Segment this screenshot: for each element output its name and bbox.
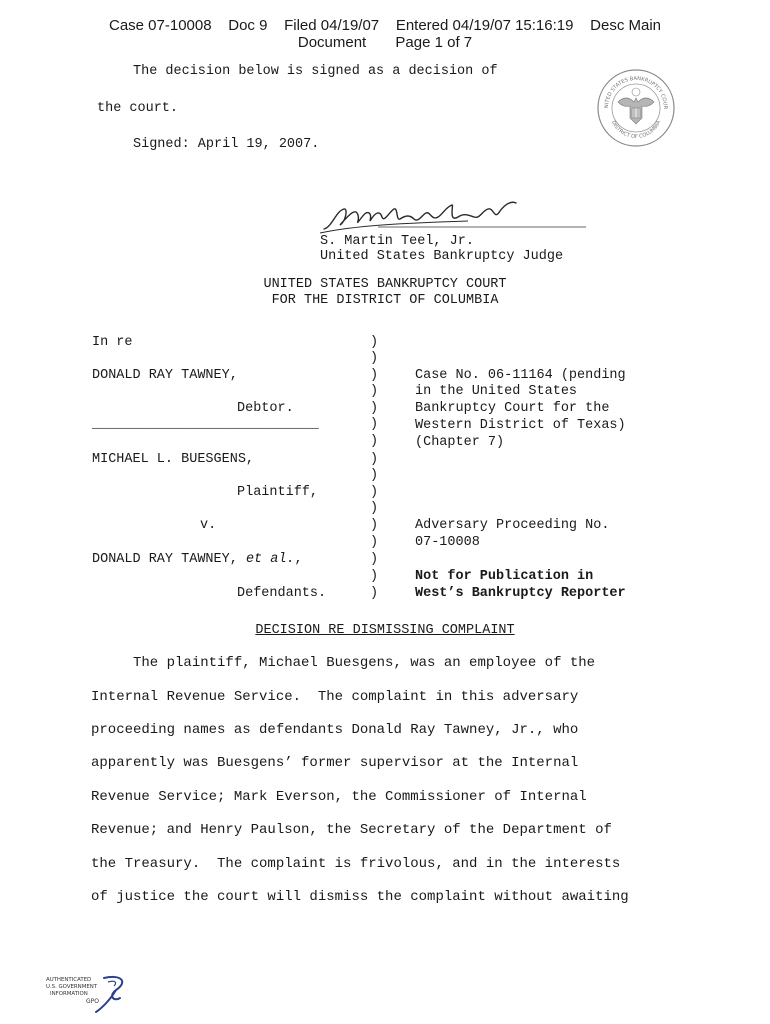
caption-plaintiff-name: MICHAEL L. BUESGENS, — [92, 452, 255, 467]
case-number-line: Western District of Texas) — [415, 418, 626, 433]
caption-separator: ____________________________ — [92, 417, 319, 432]
caption-parenthesis: ) — [370, 368, 379, 383]
caption-parenthesis: ) — [370, 417, 379, 432]
caption-parenthesis: ) — [370, 401, 379, 416]
caption-parenthesis: ) — [370, 384, 379, 399]
case-number-line: (Chapter 7) — [415, 435, 505, 450]
caption-parenthesis: ) — [370, 569, 379, 584]
body-paragraph-line: the Treasury. The complaint is frivolous, and in the interests — [91, 856, 621, 872]
caption-parenthesis: ) — [370, 452, 379, 467]
caption-versus: v. — [200, 518, 217, 533]
signed-statement-line1: The decision below is signed as a decision of — [133, 64, 498, 79]
body-paragraph-line: proceeding names as defendants Donald Ray Tawney, Jr., who — [91, 722, 579, 738]
publication-notice-line: Not for Publication in — [415, 569, 594, 584]
court-seal-icon — [596, 68, 676, 148]
svg-text:GPO: GPO — [86, 998, 99, 1005]
case-number-line: Bankruptcy Court for the — [415, 401, 610, 416]
caption-parenthesis: ) — [370, 485, 379, 500]
caption-parenthesis: ) — [370, 552, 379, 567]
judge-signature — [318, 197, 590, 237]
caption-debtor-name: DONALD RAY TAWNEY, — [92, 368, 238, 383]
caption-plaintiff-label: Plaintiff, — [237, 485, 319, 500]
caption-defendant-comma: , — [294, 552, 303, 567]
gpo-authenticated-logo-icon — [44, 972, 130, 1016]
svg-text:U.S. GOVERNMENT: U.S. GOVERNMENT — [46, 984, 98, 990]
docket-header-line: Case 07-10008 Doc 9 Filed 04/19/07 Entered 04/19/07 15:16:19 Desc Main — [108, 17, 661, 34]
publication-notice-line: West’s Bankruptcy Reporter — [415, 586, 626, 601]
svg-text:UNITED STATES BANKRUPTCY COURT: NITED STATES BANKRUPTCY COUR — [603, 75, 669, 110]
caption-parenthesis: ) — [370, 335, 379, 350]
judge-title: United States Bankruptcy Judge — [320, 249, 564, 264]
caption-parenthesis: ) — [370, 434, 379, 449]
court-name: UNITED STATES BANKRUPTCY COURT — [263, 277, 507, 292]
body-paragraph-line: Revenue Service; Mark Everson, the Commissioner of Internal — [91, 789, 587, 805]
body-paragraph-line: of justice the court will dismiss the complaint without awaiting — [91, 889, 629, 905]
body-paragraph-line: Revenue; and Henry Paulson, the Secretary of the Department of — [91, 822, 612, 838]
svg-text:DISTRICT OF COLUMBIA: DISTRICT OF COLUMBIA — [609, 119, 663, 141]
signed-statement-line2: the court. — [97, 101, 179, 116]
body-paragraph-line: Internal Revenue Service. The complaint in this adversary — [91, 689, 579, 705]
docket-header-page: Document Page 1 of 7 — [297, 34, 473, 51]
adversary-proceeding-line: 07-10008 — [415, 535, 480, 550]
caption-parenthesis: ) — [370, 518, 379, 533]
body-paragraph-line: apparently was Buesgens’ former supervisor at the Internal — [91, 755, 579, 771]
svg-text:AUTHENTICATED: AUTHENTICATED — [46, 977, 92, 983]
adversary-proceeding-line: Adversary Proceeding No. — [415, 518, 610, 533]
caption-defendant-name: DONALD RAY TAWNEY, et al., — [92, 552, 303, 567]
caption-parenthesis: ) — [370, 535, 379, 550]
svg-text:INFORMATION: INFORMATION — [50, 991, 88, 997]
decision-title: DECISION RE DISMISSING COMPLAINT — [255, 623, 515, 638]
court-district: FOR THE DISTRICT OF COLUMBIA — [271, 293, 499, 308]
caption-parenthesis: ) — [370, 586, 379, 601]
caption-defendant-label: Defendants. — [237, 586, 327, 601]
caption-parenthesis: ) — [370, 501, 379, 516]
caption-parenthesis: ) — [370, 351, 379, 366]
case-number-line: in the United States — [415, 384, 578, 399]
caption-in-re: In re — [92, 335, 133, 350]
body-paragraph-line: The plaintiff, Michael Buesgens, was an employee of the — [91, 655, 596, 671]
caption-defendant-etal: et al. — [245, 552, 295, 567]
judge-name: S. Martin Teel, Jr. — [320, 234, 474, 249]
caption-parenthesis: ) — [370, 468, 379, 483]
caption-debtor-label: Debtor. — [237, 401, 294, 416]
case-number-line: Case No. 06-11164 (pending — [415, 368, 626, 383]
signed-date: Signed: April 19, 2007. — [133, 137, 320, 152]
